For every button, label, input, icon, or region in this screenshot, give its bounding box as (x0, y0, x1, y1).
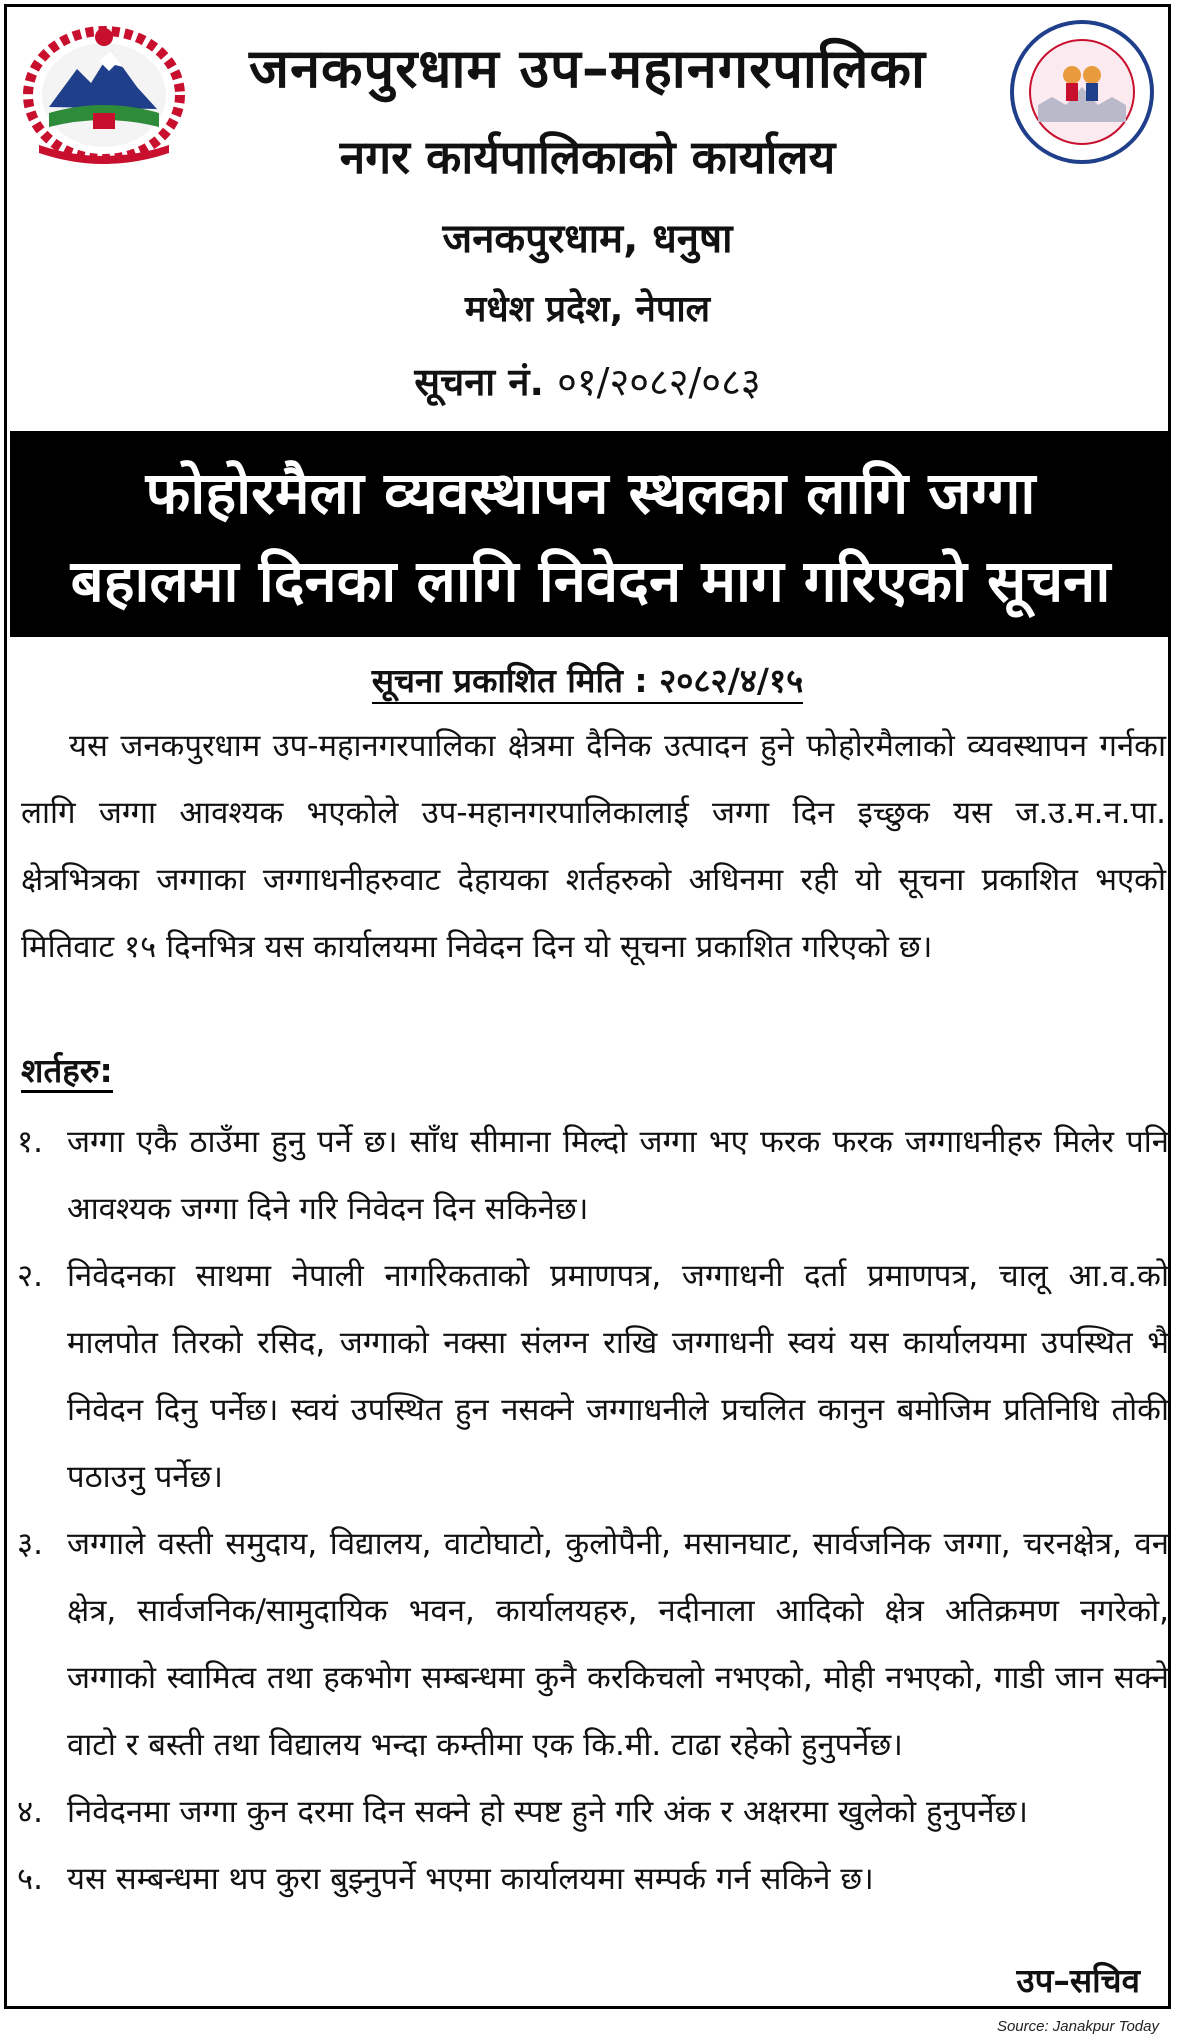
list-item (17, 1779, 1169, 1846)
organization-name: जनकपुरधाम उप–महानगरपालिका (249, 37, 926, 100)
list-item (17, 1511, 1169, 1779)
term-text: निवेदनमा जग्गा कुन दरमा दिन सक्ने हो स्पष्ट हुने गरि अंक र अक्षरमा खुलेको हुनुपर्नेछ। (67, 1794, 1029, 1830)
term-text: जग्गा एकै ठाउँमा हुनु पर्ने छ। साँध सीमाना मिल्दो जग्गा भए फरक फरक जग्गाधनीहरु मिलेर पनि आवश्यक जग्गा दिने गरि निवेदन दिन सकिनेछ। (67, 1124, 1169, 1227)
term-number: १. (17, 1124, 43, 1160)
notice-title-banner (10, 431, 1171, 637)
terms-list (17, 1109, 1169, 1913)
list-item (17, 1243, 1169, 1511)
term-text: जग्गाले वस्ती समुदाय, विद्यालय, वाटोघाटो, कुलोपैनी, मसानघाट, सार्वजनिक जग्गा, चरनक्षेत्र, वन क्षेत्र, सार्वजनिक/सामुदायिक भवन, कार्यालयहरु, नदीनाला आदिको क्षेत्र अतिक्रमण नगरेको, जग्गाको स्वामित्व तथा हकभोग सम्बन्धमा कुनै करकिचलो नभएको, मोही नभएको, गाडी जान सक्ने वाटो र बस्ती तथा विद्यालय भन्दा कम्तीमा एक कि.मी. टाढा रहेको हुनुपर्नेछ। (67, 1526, 1169, 1763)
term-text: यस सम्बन्धमा थप कुरा बुझ्नुपर्ने भएमा कार्यालयमा सम्पर्क गर्न सकिने छ। (67, 1861, 874, 1897)
banner-line-1: फोहोरमैला व्यवस्थापन स्थलका लागि जग्गा (145, 459, 1036, 527)
office-name: नगर कार्यपालिकाको कार्यालय (339, 130, 836, 184)
list-item (17, 1846, 1169, 1913)
intro-paragraph: यस जनकपुरधाम उप-महानगरपालिका क्षेत्रमा दैनिक उत्पादन हुने फोहोरमैलाको व्यवस्थापन गर्नका लागि जग्गा आवश्यक भएकोले उप-महानगरपालिकालाई जग्गा दिन इच्छुक यस ज.उ.म.न.पा. क्षेत्रभित्रका जग्गाका जग्गाधनीहरुवाट देहायका शर्तहरुको अधिनमा रही यो सूचना प्रकाशित भएको मितिवाट १५ दिनभित्र यस कार्यालयमा निवेदन दिन यो सूचना प्रकाशित गरिएको छ। (21, 728, 1166, 965)
terms-heading (21, 1047, 113, 1092)
term-number: ३. (17, 1526, 43, 1562)
term-number: ४. (17, 1794, 43, 1830)
province: मधेश प्रदेश, नेपाल (464, 289, 711, 330)
notice-frame (4, 4, 1171, 2009)
banner-line-2: बहालमा दिनका लागि निवेदन माग गरिएको सूचना (70, 547, 1111, 615)
terms-heading-text: शर्तहरु: (21, 1051, 113, 1093)
term-number: २. (17, 1258, 43, 1294)
notice-number-value: ०१/२०८२/०८३ (557, 360, 761, 404)
signature: उप–सचिव (1016, 1961, 1140, 2000)
published-date-text: सूचना प्रकाशित मिति : २०८२/४/१५ (372, 661, 804, 704)
list-item (17, 1109, 1169, 1243)
notice-number-label: सूचना नं. (414, 360, 544, 404)
term-number: ५. (17, 1861, 43, 1897)
term-text: निवेदनका साथमा नेपाली नागरिकताको प्रमाणपत्र, जग्गाधनी दर्ता प्रमाणपत्र, चालू आ.व.को मालपोत तिरको रसिद, जग्गाको नक्सा संलग्न राखि जग्गाधनी स्वयं यस कार्यालयमा उपस्थित भै निवेदन दिनु पर्नेछ। स्वयं उपस्थित हुन नसक्ने जग्गाधनीले प्रचलित कानुन बमोजिम प्रतिनिधि तोकी पठाउनु पर्नेछ। (67, 1258, 1169, 1495)
published-date (7, 657, 1168, 702)
source-credit: Source: Janakpur Today (996, 2018, 1159, 2035)
notice-number (7, 355, 1168, 407)
location: जनकपुरधाम, धनुषा (442, 216, 733, 262)
